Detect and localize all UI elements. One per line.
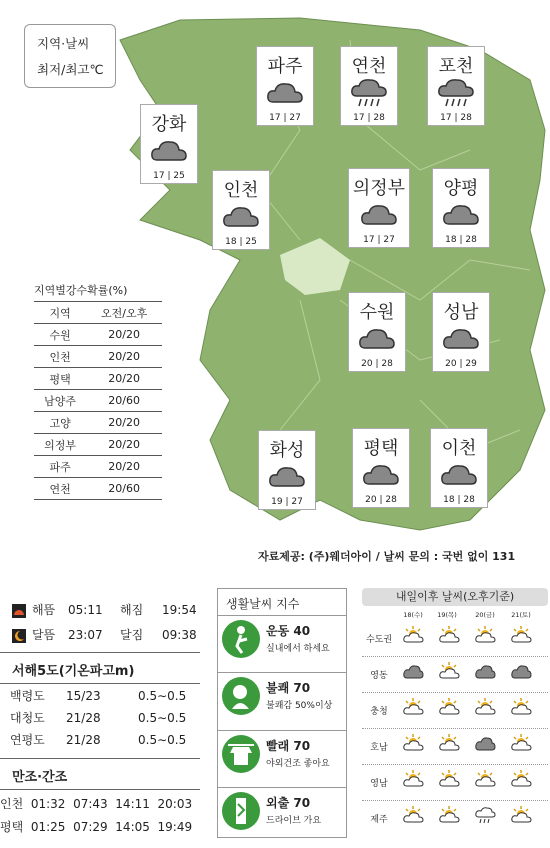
divider xyxy=(0,789,200,790)
table-row xyxy=(34,456,162,478)
moonrise-time: 23:07 xyxy=(68,628,103,642)
cloud-icon xyxy=(265,78,305,110)
cloud-icon xyxy=(361,460,401,492)
city-name: 인천 xyxy=(223,180,259,201)
rain-cloud-icon xyxy=(349,78,389,110)
city-card-yeoncheon: 연천 17 | 28 xyxy=(340,46,398,126)
partly-cloudy-icon xyxy=(402,734,424,756)
temp-high: 25 xyxy=(245,237,257,247)
laundry-icon xyxy=(222,735,260,773)
cloud-icon xyxy=(439,460,479,492)
temp-high: 28 xyxy=(381,359,393,369)
city-name: 성남 xyxy=(443,302,479,323)
city-name: 파주 xyxy=(267,56,303,77)
temp-high: 25 xyxy=(173,171,185,181)
cloud-icon xyxy=(474,734,496,756)
life-sub: 실내에서 하세요 xyxy=(266,644,330,654)
partly-cloudy-icon xyxy=(510,626,532,648)
temp-low: 17 xyxy=(440,113,452,123)
tide-time: 01:32 xyxy=(30,797,66,811)
life-sub: 불쾌감 50%이상 xyxy=(266,701,333,711)
city-card-pyeongtaek: 평택 20 | 28 xyxy=(352,428,410,508)
tides-table xyxy=(0,793,192,839)
source-credit: 자료제공: (주)웨더아이 / 날씨 문의 : 국번 없이 131 xyxy=(258,550,516,563)
table-row xyxy=(34,368,162,390)
divider xyxy=(0,683,200,684)
value-cell: 20/20 xyxy=(86,324,162,346)
sunset-time: 19:54 xyxy=(162,603,197,617)
row-divider xyxy=(362,656,548,657)
day-label: 21(토) xyxy=(511,611,531,619)
divider xyxy=(0,758,200,759)
region-cell: 의정부 xyxy=(34,434,86,456)
exercise-icon xyxy=(222,620,260,658)
wave-height: 0.5∼0.5 xyxy=(138,733,187,747)
partly-cloudy-icon xyxy=(510,770,532,792)
city-name: 강화 xyxy=(151,114,187,135)
region-cell: 연천 xyxy=(34,478,86,500)
island-name: 대청도 xyxy=(10,711,45,725)
region-cell: 파주 xyxy=(34,456,86,478)
sea-title: 서해5도(기온파고m) xyxy=(12,664,135,679)
sun-row xyxy=(12,598,197,623)
cloud-icon xyxy=(221,202,261,234)
life-item xyxy=(218,615,346,663)
region-cell: 고양 xyxy=(34,412,86,434)
value-cell: 20/20 xyxy=(86,412,162,434)
table-row xyxy=(10,707,186,729)
partly-cloudy-icon xyxy=(510,806,532,828)
region-cell: 수원 xyxy=(34,324,86,346)
temp-high: 27 xyxy=(383,235,395,245)
forecast-title: 내일이후 날씨(오후기준) xyxy=(362,588,548,606)
temp-high: 27 xyxy=(291,497,303,507)
row-divider xyxy=(362,692,548,693)
temp-high: 27 xyxy=(289,113,301,123)
value-cell: 20/20 xyxy=(86,434,162,456)
forecast-panel xyxy=(362,588,548,838)
legend-line-2: 최저/최고℃ xyxy=(37,62,104,77)
city-card-ganghwa: 강화 17 | 25 xyxy=(140,104,198,184)
sunrise-label: 해뜸 xyxy=(32,603,56,617)
life-sub: 드라이브 가요 xyxy=(266,816,322,826)
city-card-yangpyeong: 양평 18 | 28 xyxy=(432,168,490,248)
temp-high: 28 xyxy=(385,495,397,505)
row-divider xyxy=(362,728,548,729)
city-card-hwaseong: 화성 19 | 27 xyxy=(258,430,316,510)
legend-line-1: 지역·날씨 xyxy=(37,36,90,51)
table-row xyxy=(34,412,162,434)
sea-table xyxy=(10,685,186,751)
life-label: 외출 70 xyxy=(266,796,311,810)
city-name: 포천 xyxy=(438,56,474,77)
life-item xyxy=(218,730,346,778)
wave-height: 0.5∼0.5 xyxy=(138,689,187,703)
tide-location: 평택 xyxy=(0,820,24,834)
forecast-region-label: 영남 xyxy=(370,779,388,789)
tide-time: 07:43 xyxy=(73,797,108,811)
table-row xyxy=(34,324,162,346)
life-sub: 야외건조 좋아요 xyxy=(266,759,330,769)
partly-cloudy-icon xyxy=(438,626,460,648)
life-item xyxy=(218,787,346,835)
city-card-incheon: 인천 18 | 25 xyxy=(212,170,270,250)
temp-high: 28 xyxy=(460,113,472,123)
city-card-paju: 파주 17 | 27 xyxy=(256,46,314,126)
value-cell: 20/60 xyxy=(86,478,162,500)
partly-cloudy-icon xyxy=(438,770,460,792)
city-name: 화성 xyxy=(269,440,305,461)
tide-time: 14:05 xyxy=(115,820,150,834)
wave-height: 0.5∼0.5 xyxy=(138,711,187,725)
sun-moon-times xyxy=(12,598,197,648)
temp-low: 18 xyxy=(445,235,457,245)
temp-low: 17 xyxy=(363,235,375,245)
partly-cloudy-icon xyxy=(510,734,532,756)
rain-cloud-icon xyxy=(474,806,496,828)
tide-time: 20:03 xyxy=(157,797,193,811)
temp-range: 21/28 xyxy=(66,711,101,725)
partly-cloudy-icon xyxy=(474,770,496,792)
tide-time: 14:11 xyxy=(115,797,150,811)
cloud-icon xyxy=(359,200,399,232)
rain-cloud-icon xyxy=(436,78,476,110)
table-header-row xyxy=(34,302,162,324)
city-card-icheon: 이천 18 | 28 xyxy=(430,428,488,508)
table-row xyxy=(0,816,192,839)
sunrise-time: 05:11 xyxy=(68,603,103,617)
city-name: 평택 xyxy=(363,438,399,459)
forecast-region-label: 수도권 xyxy=(365,635,393,645)
map-legend xyxy=(24,24,116,88)
tide-location: 인천 xyxy=(0,797,24,811)
partly-cloudy-icon xyxy=(474,698,496,720)
temp-low: 20 xyxy=(445,359,457,369)
moonset-time: 09:38 xyxy=(162,628,197,642)
value-cell: 20/20 xyxy=(86,368,162,390)
partly-cloudy-icon xyxy=(438,806,460,828)
tide-time: 07:29 xyxy=(73,820,108,834)
temp-low: 17 xyxy=(353,113,365,123)
life-weather-index xyxy=(217,588,347,838)
moon-icon xyxy=(12,629,26,643)
temp-low: 18 xyxy=(225,237,237,247)
value-cell: 20/20 xyxy=(86,346,162,368)
life-item xyxy=(218,672,346,720)
cloud-icon xyxy=(441,324,481,356)
table-row xyxy=(10,729,186,751)
partly-cloudy-icon xyxy=(474,626,496,648)
rain-table-title: 지역별강수확률(%) xyxy=(34,284,128,297)
city-card-uijeongbu: 의정부 17 | 27 xyxy=(348,168,410,248)
partly-cloudy-icon xyxy=(402,626,424,648)
city-name: 이천 xyxy=(441,438,477,459)
island-name: 백령도 xyxy=(10,689,45,703)
table-row xyxy=(34,390,162,412)
discomfort-icon xyxy=(222,677,260,715)
cloud-icon xyxy=(441,200,481,232)
partly-cloudy-icon xyxy=(510,698,532,720)
life-label: 운동 40 xyxy=(266,624,311,638)
table-row xyxy=(0,793,192,816)
temp-low: 17 xyxy=(269,113,281,123)
region-cell: 남양주 xyxy=(34,390,86,412)
partly-cloudy-icon xyxy=(438,734,460,756)
island-name: 연평도 xyxy=(10,733,45,747)
forecast-region-label: 영동 xyxy=(370,671,388,681)
tide-time: 19:49 xyxy=(157,820,193,834)
moonset-label: 달짐 xyxy=(120,628,144,642)
city-name: 연천 xyxy=(351,56,387,77)
cloud-icon xyxy=(267,462,307,494)
row-divider xyxy=(362,800,548,801)
forecast-region-label: 충청 xyxy=(370,707,388,717)
table-row xyxy=(34,478,162,500)
table-row xyxy=(34,434,162,456)
outing-icon xyxy=(222,792,260,830)
forecast-region-label: 제주 xyxy=(370,815,388,825)
moon-row xyxy=(12,623,197,648)
temp-high: 29 xyxy=(465,359,477,369)
moonrise-label: 달뜸 xyxy=(32,628,56,642)
partly-cloudy-icon xyxy=(438,698,460,720)
temp-low: 20 xyxy=(365,495,377,505)
city-card-pocheon: 포천 17 | 28 xyxy=(427,46,485,126)
life-label: 불쾌 70 xyxy=(266,681,311,695)
value-cell: 20/20 xyxy=(86,456,162,478)
city-card-seongnam: 성남 20 | 29 xyxy=(432,292,490,372)
cloud-icon xyxy=(402,662,424,684)
temp-high: 28 xyxy=(373,113,385,123)
cloud-icon xyxy=(474,662,496,684)
tides-title: 만조·간조 xyxy=(12,770,68,785)
table-row xyxy=(10,685,186,707)
forecast-region-label: 호남 xyxy=(370,743,388,753)
life-title: 생활날씨 지수 xyxy=(226,597,300,611)
temp-high: 28 xyxy=(463,495,475,505)
city-name: 수원 xyxy=(359,302,395,323)
life-label: 빨래 70 xyxy=(266,739,311,753)
header-ampm: 오전/오후 xyxy=(86,302,162,324)
cloud-icon xyxy=(510,662,532,684)
row-divider xyxy=(362,764,548,765)
day-label: 19(목) xyxy=(437,611,457,619)
divider xyxy=(0,652,200,653)
city-name: 의정부 xyxy=(352,178,406,199)
temp-low: 18 xyxy=(443,495,455,505)
temp-low: 19 xyxy=(271,497,283,507)
temp-low: 20 xyxy=(361,359,373,369)
city-name: 양평 xyxy=(443,178,479,199)
sunrise-icon xyxy=(12,604,26,618)
temp-high: 28 xyxy=(465,235,477,245)
day-label: 20(금) xyxy=(475,611,495,619)
city-card-suwon: 수원 20 | 28 xyxy=(348,292,406,372)
header-region: 지역 xyxy=(34,302,86,324)
temp-low: 17 xyxy=(153,171,165,181)
sunset-label: 해짐 xyxy=(120,603,144,617)
rain-probability-table xyxy=(34,282,162,500)
table-row xyxy=(34,346,162,368)
region-cell: 평택 xyxy=(34,368,86,390)
region-cell: 인천 xyxy=(34,346,86,368)
value-cell: 20/60 xyxy=(86,390,162,412)
cloud-icon xyxy=(149,136,189,168)
partly-cloudy-icon xyxy=(438,662,460,684)
partly-cloudy-icon xyxy=(402,806,424,828)
cloud-icon xyxy=(357,324,397,356)
day-label: 18(수) xyxy=(403,611,423,619)
tide-time: 01:25 xyxy=(30,820,66,834)
partly-cloudy-icon xyxy=(402,698,424,720)
partly-cloudy-icon xyxy=(402,770,424,792)
temp-range: 21/28 xyxy=(66,733,101,747)
temp-range: 15/23 xyxy=(66,689,101,703)
